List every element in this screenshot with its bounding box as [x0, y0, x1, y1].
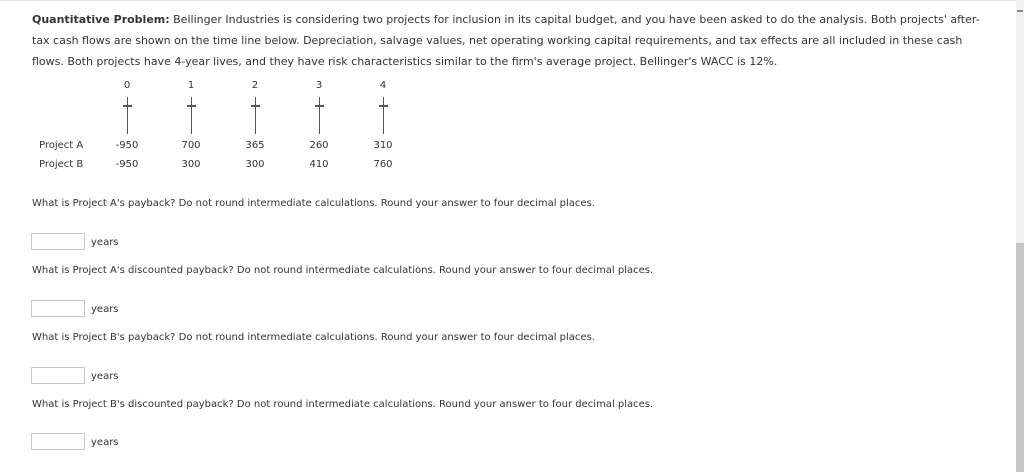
- timeline-tick: [319, 97, 320, 134]
- timeline-tick-mark: [251, 105, 260, 107]
- unit-label: years: [91, 304, 119, 315]
- project-b-cf-3: 410: [309, 159, 329, 170]
- timeline-tick-mark: [315, 105, 324, 107]
- answer-input-a-payback[interactable]: [31, 233, 85, 250]
- project-a-label: Project A: [39, 140, 84, 151]
- answer-input-a-discounted-payback[interactable]: [31, 300, 85, 317]
- timeline-tick: [127, 97, 128, 134]
- top-divider: [0, 0, 1016, 1]
- question-a-payback: What is Project A's payback? Do not round intermediate calculations. Round your answer to four decimal places.: [32, 198, 595, 209]
- question-a-discounted-payback: What is Project A's discounted payback? Do not round intermediate calculations. Round your answer to four decimal places.: [32, 265, 654, 276]
- project-a-cf-3: 260: [309, 140, 329, 151]
- project-a-cf-1: 700: [181, 140, 201, 151]
- scrollbar-thumb[interactable]: [1016, 243, 1024, 472]
- timeline-tick: [191, 97, 192, 134]
- timeline-tick-mark: [379, 105, 388, 107]
- problem-text: Bellinger Industries is considering two projects for inclusion in its capital budget, and you have been asked to do the analysis. Both projects' after-tax cash flows are shown on the time line below. Depreciation, salvage values, net operating working capital requirements, and tax effects are all included in these cash flows. Both projects have 4-year lives, and they have risk characteristics similar to the firm's average project. Bellinger's WACC is 12%.: [32, 13, 980, 68]
- timeline-period-4: 4: [379, 80, 387, 91]
- timeline-tick: [255, 97, 256, 134]
- project-b-label: Project B: [39, 159, 84, 170]
- timeline-period-3: 3: [315, 80, 323, 91]
- project-a-cf-0: -950: [115, 140, 139, 151]
- question-b-discounted-payback: What is Project B's discounted payback? Do not round intermediate calculations. Round your answer to four decimal places.: [32, 399, 654, 410]
- unit-label: years: [91, 237, 119, 248]
- project-b-cf-2: 300: [245, 159, 265, 170]
- timeline-tick-mark: [123, 105, 132, 107]
- unit-label: years: [91, 371, 119, 382]
- timeline-tick-mark: [187, 105, 196, 107]
- question-b-payback: What is Project B's payback? Do not round intermediate calculations. Round your answer to four decimal places.: [32, 332, 595, 343]
- answer-input-b-payback[interactable]: [31, 367, 85, 384]
- timeline-tick: [383, 97, 384, 134]
- scroll-up-arrow-icon[interactable]: [1017, 10, 1023, 12]
- project-b-cf-0: -950: [115, 159, 139, 170]
- problem-label: Quantitative Problem:: [32, 13, 170, 26]
- answer-input-b-discounted-payback[interactable]: [31, 433, 85, 450]
- timeline-period-1: 1: [187, 80, 195, 91]
- timeline-period-0: 0: [123, 80, 131, 91]
- problem-statement: [32, 9, 992, 72]
- unit-label: years: [91, 437, 119, 448]
- project-b-cf-4: 760: [373, 159, 393, 170]
- timeline-period-2: 2: [251, 80, 259, 91]
- vertical-scrollbar[interactable]: [1016, 0, 1024, 472]
- project-a-cf-2: 365: [245, 140, 265, 151]
- project-a-cf-4: 310: [373, 140, 393, 151]
- project-b-cf-1: 300: [181, 159, 201, 170]
